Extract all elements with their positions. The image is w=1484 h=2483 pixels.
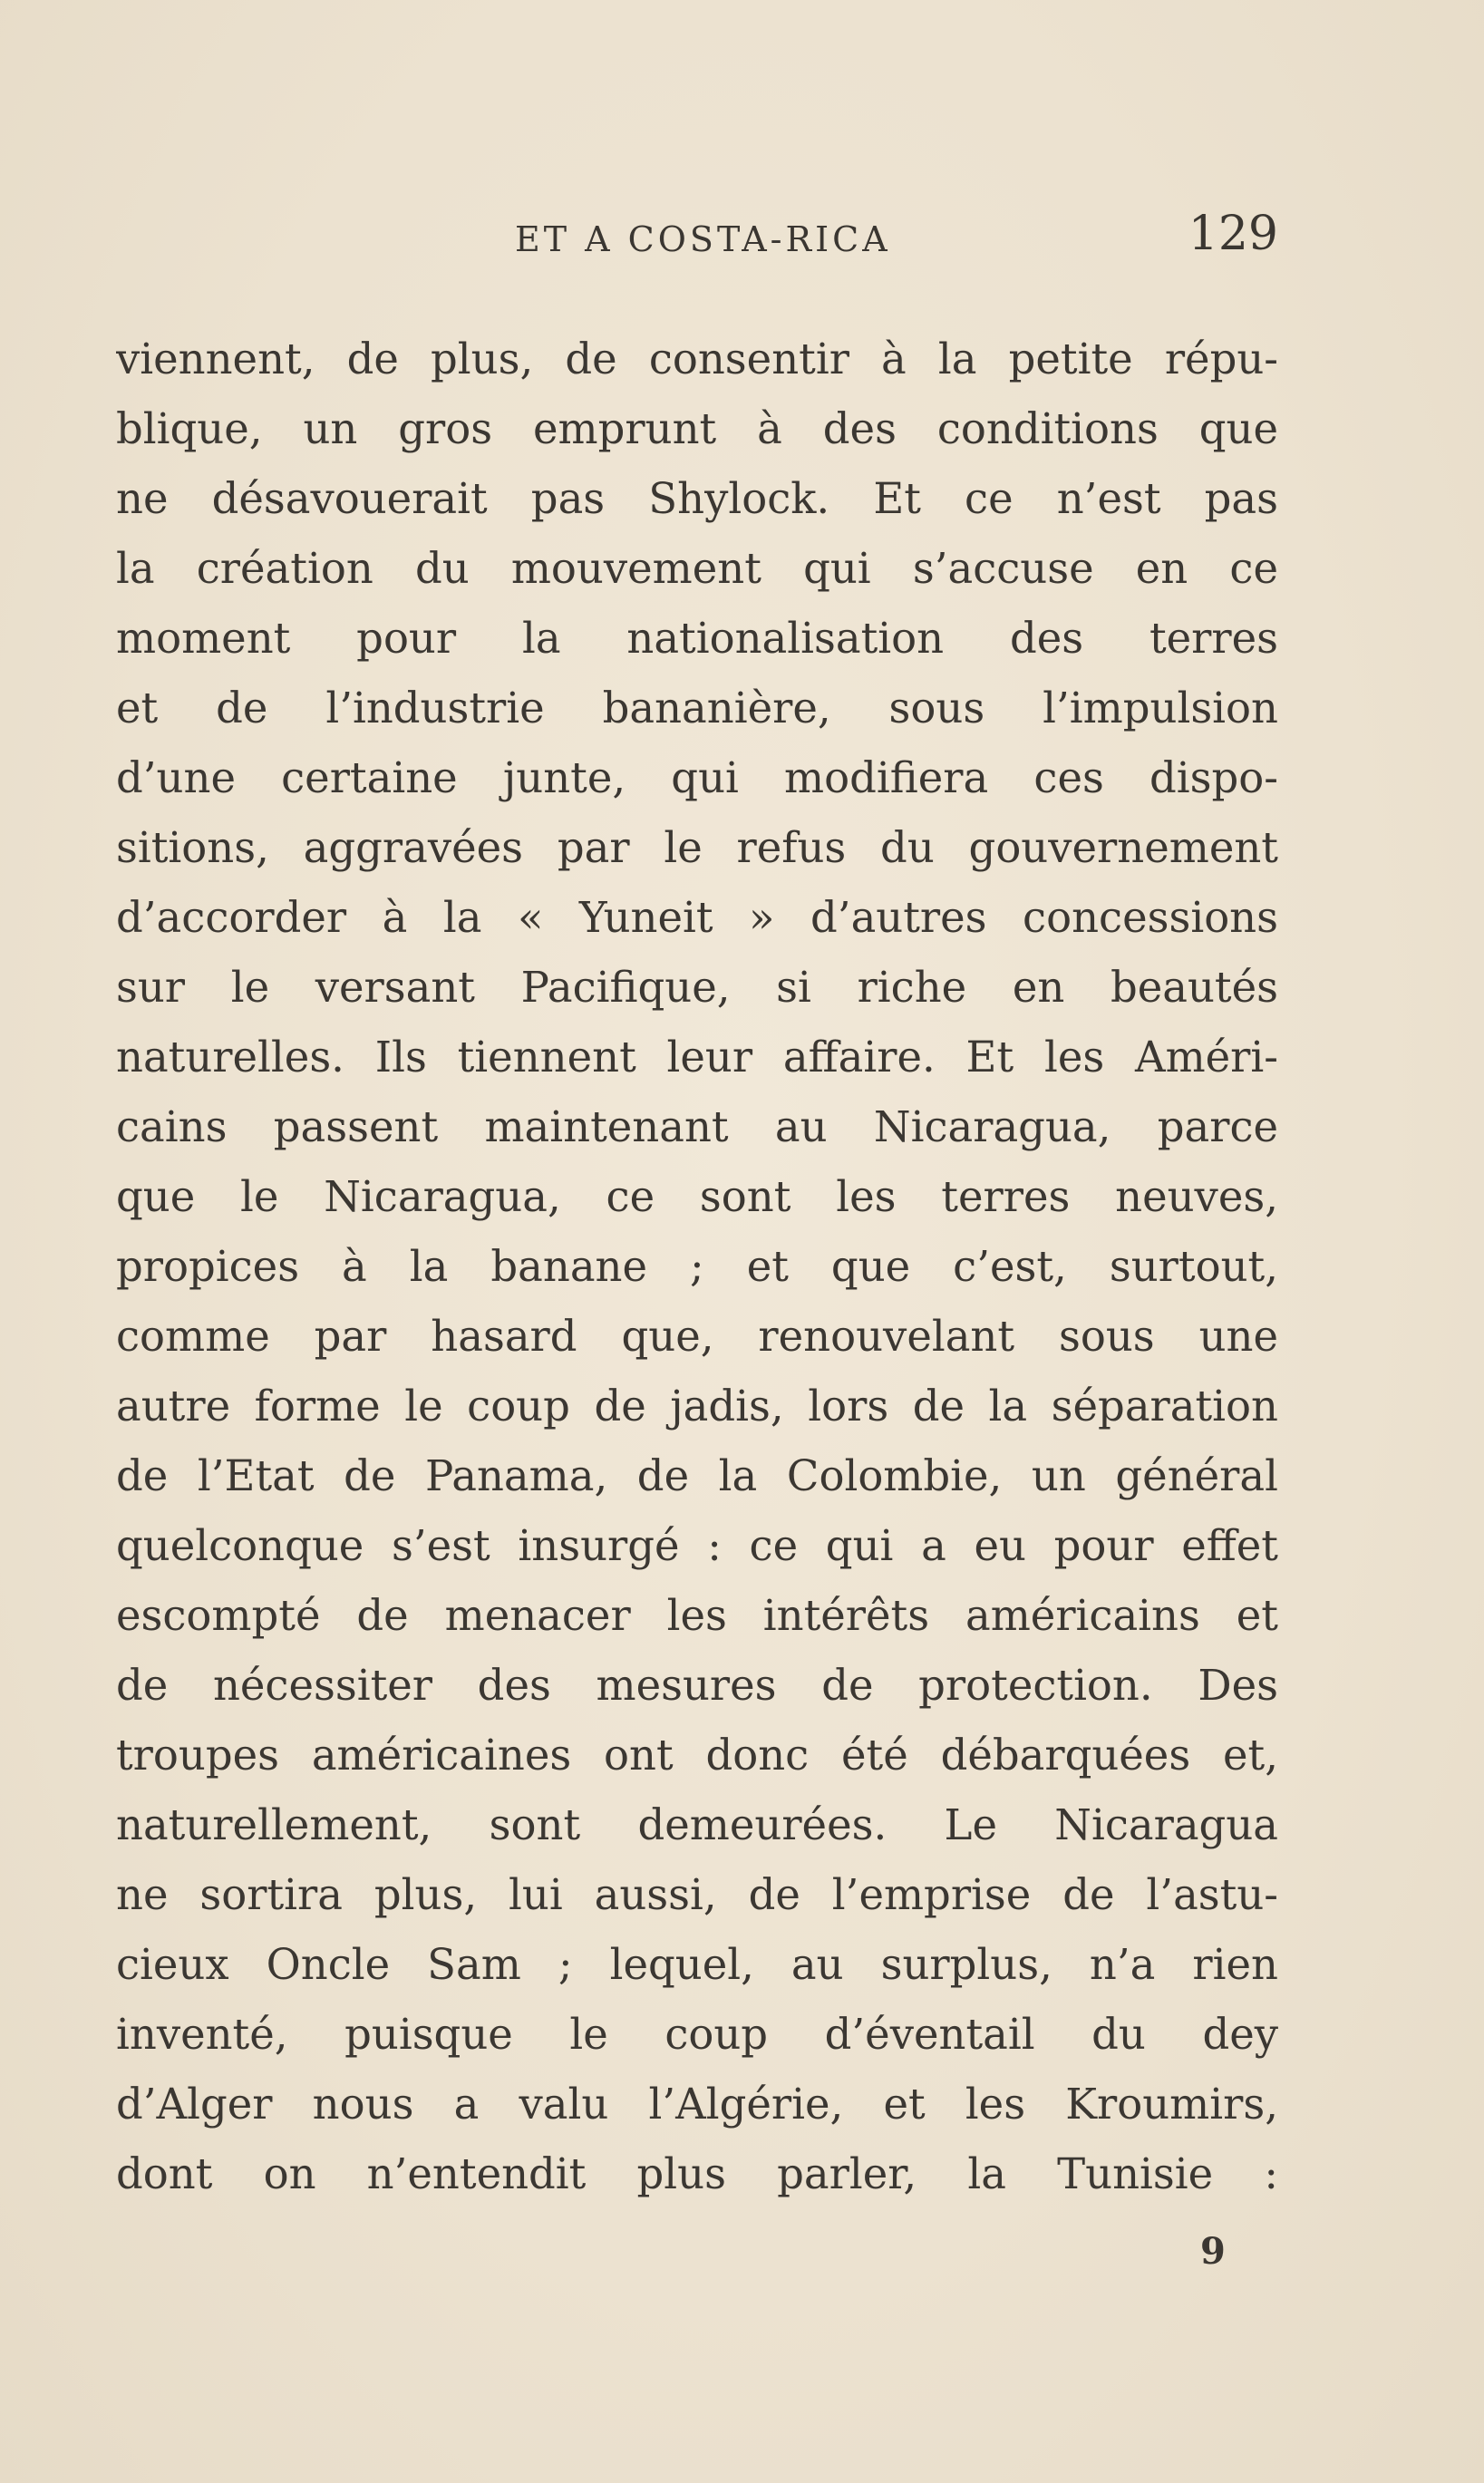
text-line: et de l’industrie bananière, sous l’impulsion (116, 684, 1278, 732)
text-line: blique, un gros emprunt à des conditions que (116, 404, 1278, 453)
text-line: comme par hasard que, renouvelant sous une (116, 1312, 1278, 1361)
text-line: naturelles. Ils tiennent leur affaire. Et les Améri- (116, 1033, 1278, 1081)
text-line: sur le versant Pacifique, si riche en beautés (116, 963, 1278, 1012)
text-line: ne désavouerait pas Shylock. Et ce n’est pas (116, 474, 1278, 523)
text-line: cains passent maintenant au Nicaragua, parce (116, 1102, 1278, 1151)
text-line: naturellement, sont demeurées. Le Nicaragua (116, 1800, 1278, 1849)
text-line: dont on n’entendit plus parler, la Tunisie : (116, 2149, 1278, 2198)
text-line: viennent, de plus, de consentir à la petite répu- (116, 335, 1278, 383)
signature-mark: 9 (1200, 2230, 1226, 2273)
text-line: d’Alger nous a valu l’Algérie, et les Kroumirs, (116, 2080, 1278, 2129)
text-line: la création du mouvement qui s’accuse en ce (116, 544, 1278, 593)
text-line: de nécessiter des mesures de protection. Des (116, 1661, 1278, 1710)
text-line: troupes américaines ont donc été débarquées et, (116, 1731, 1278, 1780)
text-line: inventé, puisque le coup d’éventail du dey (116, 2010, 1278, 2059)
text-line: que le Nicaragua, ce sont les terres neuves, (116, 1172, 1278, 1221)
text-line: propices à la banane ; et que c’est, surtout, (116, 1242, 1278, 1291)
running-head (116, 207, 1278, 270)
text-line: ne sortira plus, lui aussi, de l’emprise de l’astu- (116, 1870, 1278, 1919)
text-line: autre forme le coup de jadis, lors de la séparation (116, 1382, 1278, 1431)
text-line: sitions, aggravées par le refus du gouvernement (116, 823, 1278, 872)
text-line: d’une certaine junte, qui modifiera ces dispo- (116, 753, 1278, 802)
body-text (116, 325, 1278, 2209)
text-line: quelconque s’est insurgé : ce qui a eu pour effet (116, 1521, 1278, 1570)
text-line: moment pour la nationalisation des terres (116, 614, 1278, 663)
text-line: d’accorder à la « Yuneit » d’autres concessions (116, 893, 1278, 942)
text-line: de l’Etat de Panama, de la Colombie, un général (116, 1451, 1278, 1500)
text-line: cieux Oncle Sam ; lequel, au surplus, n’a rien (116, 1940, 1278, 1989)
text-line: escompté de menacer les intérêts américains et (116, 1591, 1278, 1640)
page-number: 129 (1188, 207, 1278, 261)
running-title: ET A COSTA-RICA (515, 219, 891, 259)
